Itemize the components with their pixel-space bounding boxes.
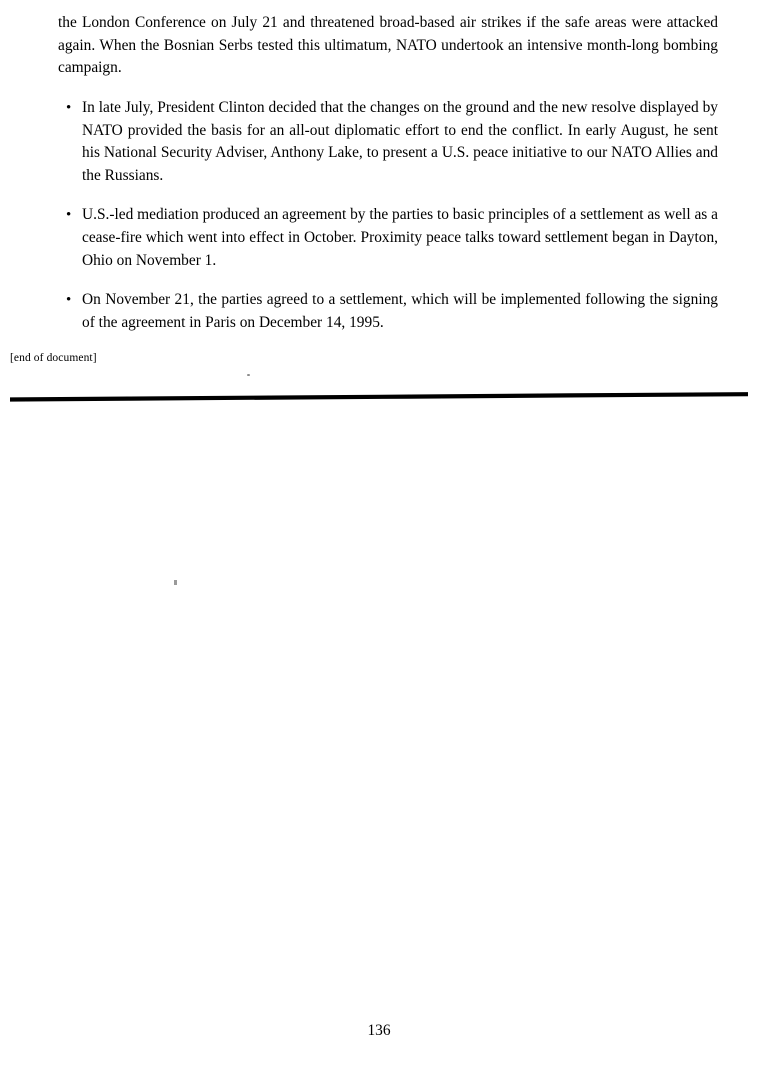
continuation-paragraph: the London Conference on July 21 and threatened broad-based air strikes if the safe areas were attacked again. When the Bosnian Serbs tested this ultimatum, NATO undertook an intensive month-long bombing campaign.: [58, 14, 718, 77]
page-number: 136: [367, 1022, 391, 1039]
list-item-text: On November 21, the parties agreed to a settlement, which will be implemented following the signing of the agreement in Paris on December 14, 1995.: [82, 291, 718, 332]
end-of-document-marker: [end of document]: [10, 352, 97, 364]
bullet-icon: •: [66, 292, 72, 309]
list-item: [58, 97, 718, 188]
list-item: [58, 204, 718, 272]
list-item-text: U.S.-led mediation produced an agreement by the parties to basic principles of a settlement as well as a cease-fire which went into effect in October. Proximity peace talks toward settlement began in Dayton, Ohio on November 1.: [82, 206, 718, 269]
horizontal-rule: [10, 392, 748, 402]
list-item-text: In late July, President Clinton decided that the changes on the ground and the new resolve displayed by NATO provided the basis for an all-out diplomatic effort to end the conflict. In early August, he sent his National Security Adviser, Anthony Lake, to present a U.S. peace initiative to our NATO Allies and the Russians.: [82, 98, 718, 184]
bullet-icon: •: [66, 99, 72, 116]
bullet-icon: •: [66, 207, 72, 224]
list-item: [58, 289, 718, 334]
document-body: [58, 12, 718, 352]
scan-artifact-speck: [247, 374, 250, 376]
scan-artifact-mark: [174, 580, 177, 585]
